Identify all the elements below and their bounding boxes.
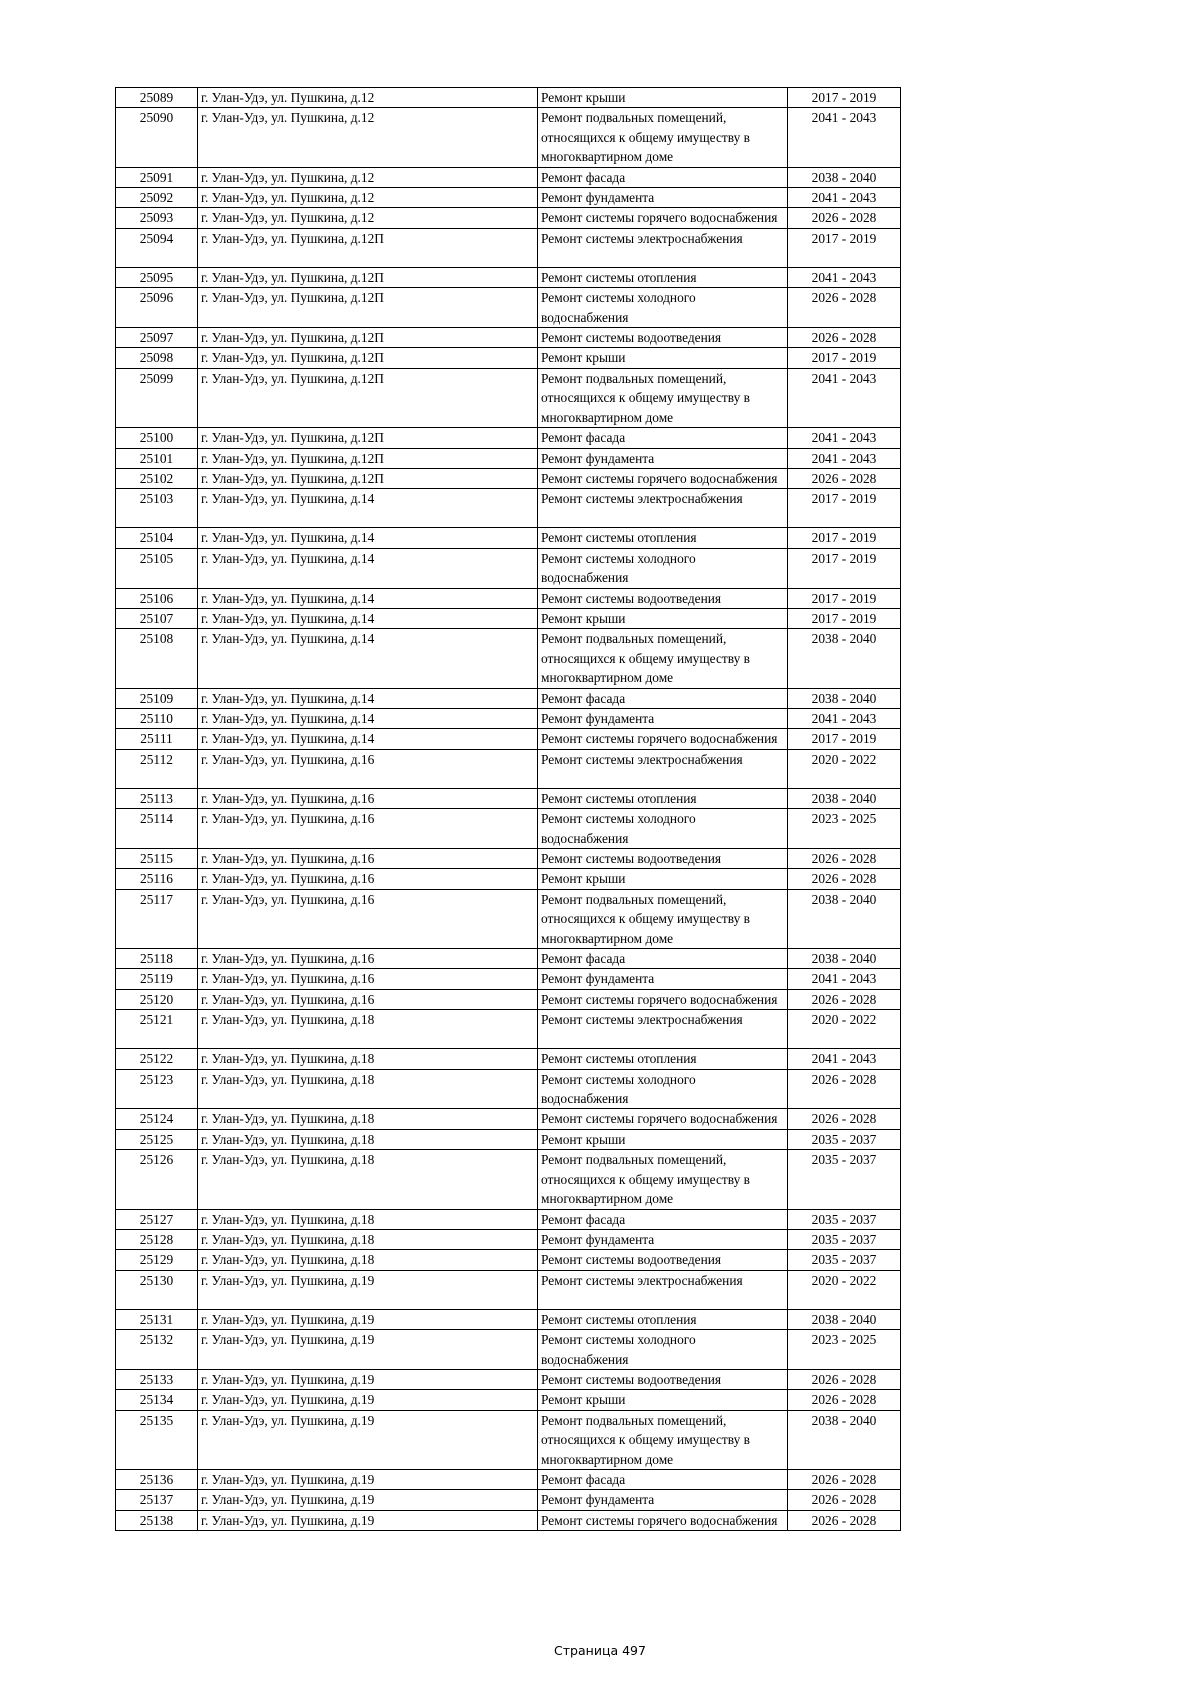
row-period: 2041 - 2043 [788,708,901,728]
table-row [116,489,901,528]
row-period: 2038 - 2040 [788,629,901,688]
table-row [116,989,901,1009]
row-period: 2026 - 2028 [788,1390,901,1410]
table-row [116,629,901,688]
row-address: г. Улан-Удэ, ул. Пушкина, д.18 [198,1049,538,1069]
repair-schedule-table [115,87,901,1531]
table-row [116,288,901,328]
row-period: 2017 - 2019 [788,548,901,588]
row-work-type: Ремонт подвальных помещений, относящихся к общему имуществу в многоквартирном доме [538,1410,788,1469]
row-number: 25091 [116,167,198,187]
row-period: 2041 - 2043 [788,188,901,208]
row-work-type: Ремонт системы электроснабжения [538,749,788,788]
row-number: 25131 [116,1309,198,1329]
row-number: 25116 [116,869,198,889]
row-address: г. Улан-Удэ, ул. Пушкина, д.12П [198,267,538,287]
row-period: 2041 - 2043 [788,428,901,448]
row-work-type: Ремонт фундамента [538,1490,788,1510]
row-address: г. Улан-Удэ, ул. Пушкина, д.12 [198,167,538,187]
row-period: 2038 - 2040 [788,688,901,708]
row-period: 2026 - 2028 [788,1369,901,1389]
row-address: г. Улан-Удэ, ул. Пушкина, д.16 [198,749,538,788]
row-number: 25109 [116,688,198,708]
row-period: 2017 - 2019 [788,528,901,548]
row-address: г. Улан-Удэ, ул. Пушкина, д.14 [198,608,538,628]
row-period: 2026 - 2028 [788,1510,901,1530]
row-period: 2041 - 2043 [788,448,901,468]
row-work-type: Ремонт системы водоотведения [538,328,788,348]
row-work-type: Ремонт подвальных помещений, относящихся к общему имуществу в многоквартирном доме [538,108,788,167]
row-number: 25093 [116,208,198,228]
table-row [116,889,901,948]
row-number: 25104 [116,528,198,548]
row-address: г. Улан-Удэ, ул. Пушкина, д.12 [198,188,538,208]
row-address: г. Улан-Удэ, ул. Пушкина, д.12 [198,88,538,108]
table-row [116,528,901,548]
row-number: 25107 [116,608,198,628]
row-period: 2026 - 2028 [788,869,901,889]
row-number: 25090 [116,108,198,167]
row-address: г. Улан-Удэ, ул. Пушкина, д.12П [198,228,538,267]
row-work-type: Ремонт системы электроснабжения [538,228,788,267]
row-address: г. Улан-Удэ, ул. Пушкина, д.16 [198,849,538,869]
table-row [116,548,901,588]
row-period: 2017 - 2019 [788,228,901,267]
row-period: 2026 - 2028 [788,1109,901,1129]
row-period: 2017 - 2019 [788,608,901,628]
row-period: 2026 - 2028 [788,1469,901,1489]
row-address: г. Улан-Удэ, ул. Пушкина, д.19 [198,1469,538,1489]
table-row [116,228,901,267]
row-number: 25117 [116,889,198,948]
table-row [116,849,901,869]
row-period: 2038 - 2040 [788,889,901,948]
table-row [116,188,901,208]
row-work-type: Ремонт системы горячего водоснабжения [538,729,788,749]
table-row [116,1129,901,1149]
table-row [116,1109,901,1129]
row-number: 25089 [116,88,198,108]
row-number: 25124 [116,1109,198,1129]
row-number: 25129 [116,1250,198,1270]
row-number: 25103 [116,489,198,528]
row-period: 2017 - 2019 [788,729,901,749]
row-work-type: Ремонт системы отопления [538,788,788,808]
row-address: г. Улан-Удэ, ул. Пушкина, д.19 [198,1490,538,1510]
row-work-type: Ремонт системы водоотведения [538,849,788,869]
row-work-type: Ремонт системы холодного водоснабжения [538,809,788,849]
table-row [116,1069,901,1109]
row-address: г. Улан-Удэ, ул. Пушкина, д.12П [198,368,538,427]
row-period: 2035 - 2037 [788,1129,901,1149]
row-number: 25106 [116,588,198,608]
row-work-type: Ремонт крыши [538,348,788,368]
row-address: г. Улан-Удэ, ул. Пушкина, д.19 [198,1270,538,1309]
row-work-type: Ремонт фасада [538,167,788,187]
row-work-type: Ремонт фасада [538,1209,788,1229]
row-number: 25096 [116,288,198,328]
row-address: г. Улан-Удэ, ул. Пушкина, д.14 [198,489,538,528]
table-row [116,608,901,628]
row-work-type: Ремонт системы отопления [538,1309,788,1329]
table-row [116,969,901,989]
row-period: 2026 - 2028 [788,1069,901,1109]
table-row [116,1410,901,1469]
row-number: 25092 [116,188,198,208]
row-address: г. Улан-Удэ, ул. Пушкина, д.16 [198,949,538,969]
row-period: 2026 - 2028 [788,208,901,228]
row-number: 25127 [116,1209,198,1229]
row-address: г. Улан-Удэ, ул. Пушкина, д.18 [198,1109,538,1129]
row-work-type: Ремонт системы горячего водоснабжения [538,989,788,1009]
table-row [116,267,901,287]
row-work-type: Ремонт фундамента [538,188,788,208]
row-period: 2020 - 2022 [788,749,901,788]
row-number: 25110 [116,708,198,728]
table-row [116,448,901,468]
table-row [116,1049,901,1069]
row-number: 25112 [116,749,198,788]
row-work-type: Ремонт системы горячего водоснабжения [538,1510,788,1530]
row-number: 25136 [116,1469,198,1489]
row-work-type: Ремонт системы отопления [538,1049,788,1069]
row-period: 2017 - 2019 [788,489,901,528]
row-work-type: Ремонт системы электроснабжения [538,1010,788,1049]
row-work-type: Ремонт фасада [538,949,788,969]
row-address: г. Улан-Удэ, ул. Пушкина, д.12П [198,348,538,368]
table-row [116,328,901,348]
row-period: 2035 - 2037 [788,1209,901,1229]
row-number: 25119 [116,969,198,989]
row-number: 25132 [116,1330,198,1370]
row-period: 2038 - 2040 [788,1309,901,1329]
row-work-type: Ремонт системы холодного водоснабжения [538,1069,788,1109]
row-period: 2026 - 2028 [788,288,901,328]
row-work-type: Ремонт системы холодного водоснабжения [538,548,788,588]
row-address: г. Улан-Удэ, ул. Пушкина, д.18 [198,1150,538,1209]
row-address: г. Улан-Удэ, ул. Пушкина, д.19 [198,1390,538,1410]
table-row [116,749,901,788]
row-address: г. Улан-Удэ, ул. Пушкина, д.14 [198,629,538,688]
row-period: 2041 - 2043 [788,267,901,287]
table-row [116,1330,901,1370]
row-address: г. Улан-Удэ, ул. Пушкина, д.19 [198,1330,538,1370]
row-work-type: Ремонт подвальных помещений, относящихся к общему имуществу в многоквартирном доме [538,629,788,688]
row-number: 25123 [116,1069,198,1109]
row-number: 25101 [116,448,198,468]
row-address: г. Улан-Удэ, ул. Пушкина, д.16 [198,989,538,1009]
row-number: 25111 [116,729,198,749]
row-address: г. Улан-Удэ, ул. Пушкина, д.16 [198,788,538,808]
row-period: 2020 - 2022 [788,1010,901,1049]
row-address: г. Улан-Удэ, ул. Пушкина, д.14 [198,729,538,749]
row-period: 2023 - 2025 [788,809,901,849]
row-period: 2038 - 2040 [788,167,901,187]
table-row [116,1270,901,1309]
row-number: 25130 [116,1270,198,1309]
table-row [116,1150,901,1209]
row-number: 25105 [116,548,198,588]
row-address: г. Улан-Удэ, ул. Пушкина, д.19 [198,1369,538,1389]
row-period: 2017 - 2019 [788,348,901,368]
row-work-type: Ремонт фасада [538,688,788,708]
table-row [116,1250,901,1270]
row-address: г. Улан-Удэ, ул. Пушкина, д.14 [198,548,538,588]
row-address: г. Улан-Удэ, ул. Пушкина, д.18 [198,1129,538,1149]
row-work-type: Ремонт системы электроснабжения [538,1270,788,1309]
table-row [116,428,901,448]
row-period: 2041 - 2043 [788,1049,901,1069]
row-address: г. Улан-Удэ, ул. Пушкина, д.18 [198,1229,538,1249]
row-address: г. Улан-Удэ, ул. Пушкина, д.19 [198,1309,538,1329]
row-period: 2017 - 2019 [788,588,901,608]
row-number: 25118 [116,949,198,969]
row-work-type: Ремонт фасада [538,428,788,448]
table-row [116,1510,901,1530]
table-row [116,1010,901,1049]
row-address: г. Улан-Удэ, ул. Пушкина, д.12 [198,208,538,228]
row-period: 2041 - 2043 [788,108,901,167]
row-work-type: Ремонт системы водоотведения [538,1250,788,1270]
table-row [116,1309,901,1329]
table-row [116,869,901,889]
row-work-type: Ремонт системы горячего водоснабжения [538,1109,788,1129]
row-address: г. Улан-Удэ, ул. Пушкина, д.14 [198,688,538,708]
row-address: г. Улан-Удэ, ул. Пушкина, д.14 [198,528,538,548]
row-work-type: Ремонт крыши [538,1129,788,1149]
row-work-type: Ремонт системы водоотведения [538,1369,788,1389]
row-work-type: Ремонт фундамента [538,448,788,468]
row-number: 25138 [116,1510,198,1530]
row-address: г. Улан-Удэ, ул. Пушкина, д.12 [198,108,538,167]
row-work-type: Ремонт крыши [538,869,788,889]
row-period: 2017 - 2019 [788,88,901,108]
row-address: г. Улан-Удэ, ул. Пушкина, д.12П [198,468,538,488]
row-number: 25097 [116,328,198,348]
row-period: 2035 - 2037 [788,1250,901,1270]
row-period: 2026 - 2028 [788,468,901,488]
row-work-type: Ремонт системы холодного водоснабжения [538,288,788,328]
table-row [116,1209,901,1229]
row-address: г. Улан-Удэ, ул. Пушкина, д.18 [198,1250,538,1270]
row-work-type: Ремонт системы водоотведения [538,588,788,608]
row-work-type: Ремонт крыши [538,608,788,628]
row-work-type: Ремонт системы электроснабжения [538,489,788,528]
row-work-type: Ремонт подвальных помещений, относящихся к общему имуществу в многоквартирном доме [538,889,788,948]
table-row [116,88,901,108]
row-period: 2038 - 2040 [788,788,901,808]
row-period: 2023 - 2025 [788,1330,901,1370]
row-work-type: Ремонт системы отопления [538,528,788,548]
row-number: 25134 [116,1390,198,1410]
row-work-type: Ремонт системы горячего водоснабжения [538,208,788,228]
row-number: 25100 [116,428,198,448]
row-period: 2026 - 2028 [788,989,901,1009]
row-period: 2041 - 2043 [788,969,901,989]
row-number: 25094 [116,228,198,267]
row-work-type: Ремонт фундамента [538,969,788,989]
row-number: 25114 [116,809,198,849]
row-period: 2026 - 2028 [788,1490,901,1510]
table-row [116,949,901,969]
table-row [116,468,901,488]
row-period: 2038 - 2040 [788,949,901,969]
row-work-type: Ремонт фундамента [538,708,788,728]
table-row [116,1369,901,1389]
table-row [116,1490,901,1510]
row-address: г. Улан-Удэ, ул. Пушкина, д.12П [198,448,538,468]
table-row [116,1469,901,1489]
row-address: г. Улан-Удэ, ул. Пушкина, д.18 [198,1069,538,1109]
page-number: Страница 497 [554,1643,646,1658]
row-period: 2038 - 2040 [788,1410,901,1469]
row-address: г. Улан-Удэ, ул. Пушкина, д.18 [198,1010,538,1049]
row-number: 25125 [116,1129,198,1149]
table-row [116,167,901,187]
row-address: г. Улан-Удэ, ул. Пушкина, д.16 [198,889,538,948]
row-period: 2026 - 2028 [788,328,901,348]
row-address: г. Улан-Удэ, ул. Пушкина, д.19 [198,1510,538,1530]
row-number: 25121 [116,1010,198,1049]
table-row [116,108,901,167]
row-number: 25122 [116,1049,198,1069]
row-work-type: Ремонт подвальных помещений, относящихся к общему имуществу в многоквартирном доме [538,1150,788,1209]
table-body [116,88,901,1531]
row-period: 2026 - 2028 [788,849,901,869]
row-period: 2035 - 2037 [788,1229,901,1249]
row-number: 25128 [116,1229,198,1249]
table-row [116,348,901,368]
row-work-type: Ремонт фундамента [538,1229,788,1249]
row-number: 25095 [116,267,198,287]
row-address: г. Улан-Удэ, ул. Пушкина, д.12П [198,428,538,448]
table-row [116,788,901,808]
row-address: г. Улан-Удэ, ул. Пушкина, д.12П [198,328,538,348]
row-work-type: Ремонт системы горячего водоснабжения [538,468,788,488]
table-row [116,708,901,728]
row-address: г. Улан-Удэ, ул. Пушкина, д.18 [198,1209,538,1229]
row-number: 25137 [116,1490,198,1510]
table-row [116,1229,901,1249]
row-number: 25135 [116,1410,198,1469]
table-row [116,208,901,228]
row-number: 25113 [116,788,198,808]
table-row [116,688,901,708]
row-work-type: Ремонт системы отопления [538,267,788,287]
row-address: г. Улан-Удэ, ул. Пушкина, д.14 [198,708,538,728]
row-address: г. Улан-Удэ, ул. Пушкина, д.16 [198,809,538,849]
table-row [116,809,901,849]
row-number: 25102 [116,468,198,488]
row-address: г. Улан-Удэ, ул. Пушкина, д.14 [198,588,538,608]
row-work-type: Ремонт системы холодного водоснабжения [538,1330,788,1370]
table-row [116,1390,901,1410]
row-number: 25120 [116,989,198,1009]
row-number: 25099 [116,368,198,427]
table-row [116,368,901,427]
row-work-type: Ремонт подвальных помещений, относящихся к общему имуществу в многоквартирном доме [538,368,788,427]
row-number: 25115 [116,849,198,869]
table-row [116,729,901,749]
row-period: 2020 - 2022 [788,1270,901,1309]
row-address: г. Улан-Удэ, ул. Пушкина, д.19 [198,1410,538,1469]
row-address: г. Улан-Удэ, ул. Пушкина, д.16 [198,969,538,989]
row-number: 25133 [116,1369,198,1389]
table-row [116,588,901,608]
row-work-type: Ремонт крыши [538,1390,788,1410]
row-period: 2041 - 2043 [788,368,901,427]
row-address: г. Улан-Удэ, ул. Пушкина, д.12П [198,288,538,328]
row-number: 25108 [116,629,198,688]
row-period: 2035 - 2037 [788,1150,901,1209]
row-work-type: Ремонт фасада [538,1469,788,1489]
row-number: 25126 [116,1150,198,1209]
row-work-type: Ремонт крыши [538,88,788,108]
row-address: г. Улан-Удэ, ул. Пушкина, д.16 [198,869,538,889]
row-number: 25098 [116,348,198,368]
